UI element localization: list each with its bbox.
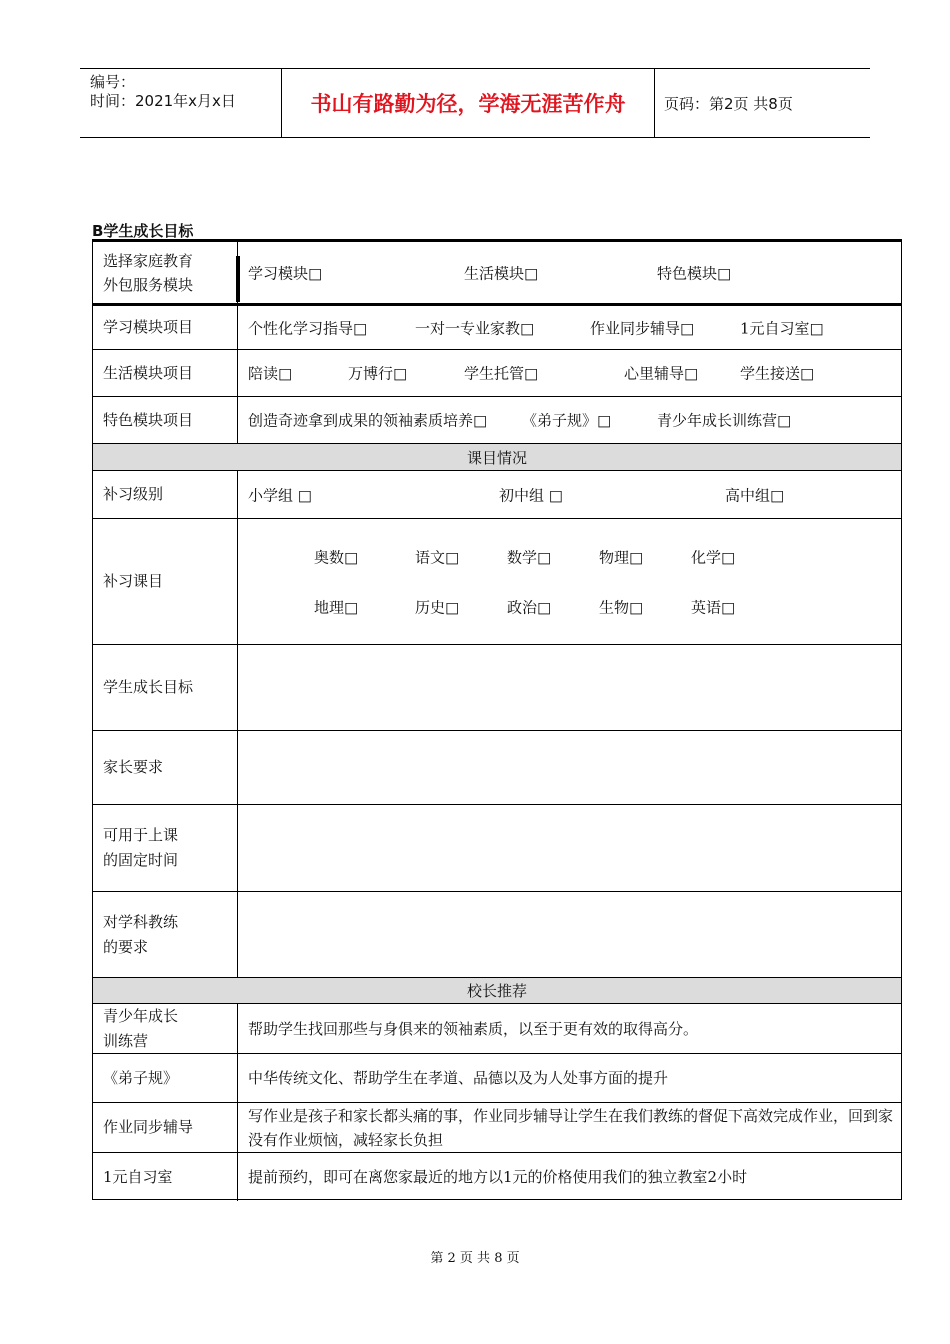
grade-option-checkbox[interactable]: 小学组 □ — [248, 486, 312, 504]
rec-dizigui-label: 《弟子规》 — [93, 1054, 238, 1102]
subject-checkbox[interactable]: 奥数□ — [314, 548, 359, 567]
grade-option-checkbox[interactable]: 初中组 □ — [499, 486, 563, 504]
time-label: 时间：2021年x月x日 — [90, 92, 236, 110]
rec-homework-text: 写作业是孩子和家长都头痛的事，作业同步辅导让学生在我们教练的督促下高效完成作业，回到家没有作业烦恼，减轻家长负担 — [248, 1106, 894, 1149]
subject-checkbox[interactable]: 生物□ — [599, 598, 644, 617]
header-meta — [80, 69, 280, 137]
recommend-band: 校长推荐 — [93, 978, 901, 1004]
study-items-label: 学习模块项目 — [93, 306, 238, 349]
parent-req-label: 家长要求 — [93, 731, 238, 804]
page-footer: 第 2 页 共 8 页 — [430, 1251, 520, 1266]
parent-req-field[interactable] — [238, 731, 901, 804]
fixed-time-label: 可用于上课 的固定时间 — [93, 805, 238, 891]
row-rec-camp — [93, 1004, 901, 1054]
study-option-checkbox[interactable]: 一对一专业家教□ — [415, 319, 535, 337]
module-special-checkbox[interactable]: 特色模块□ — [657, 264, 732, 282]
subject-checkbox[interactable]: 政治□ — [507, 598, 552, 617]
life-option-checkbox[interactable]: 陪读□ — [248, 364, 293, 383]
special-option-checkbox[interactable]: 青少年成长训练营□ — [657, 411, 792, 430]
row-rec-homework — [93, 1103, 901, 1153]
motto: 书山有路勤为径，学海无涯苦作舟 — [281, 69, 655, 137]
row-subjects — [93, 519, 901, 645]
rec-homework-label: 作业同步辅导 — [93, 1103, 238, 1152]
coach-req-field[interactable] — [238, 892, 901, 977]
row-rec-studyroom — [93, 1153, 901, 1201]
grade-option-checkbox[interactable]: 高中组□ — [725, 486, 785, 504]
study-option-checkbox[interactable]: 个性化学习指导□ — [248, 319, 368, 337]
row-growth-goal — [93, 645, 901, 731]
study-option-checkbox[interactable]: 1元自习室□ — [740, 319, 824, 337]
subject-checkbox[interactable]: 历史□ — [415, 598, 460, 617]
growth-goal-label: 学生成长目标 — [93, 645, 238, 730]
life-option-checkbox[interactable]: 学生托管□ — [464, 364, 539, 383]
rec-studyroom-label: 1元自习室 — [93, 1153, 238, 1201]
row-module-select — [93, 242, 901, 306]
study-items-options — [238, 306, 901, 349]
special-option-checkbox[interactable]: 创造奇迹拿到成果的领袖素质培养□ — [248, 411, 488, 430]
module-study-checkbox[interactable]: 学习模块□ — [248, 264, 323, 282]
row-study-items — [93, 306, 901, 350]
row-grade — [93, 471, 901, 519]
growth-form-table — [92, 239, 902, 1200]
study-option-checkbox[interactable]: 作业同步辅导□ — [590, 319, 695, 337]
row-special-items — [93, 397, 901, 444]
subjects-options — [238, 519, 901, 644]
special-items-options — [238, 397, 901, 443]
subject-checkbox[interactable]: 化学□ — [691, 548, 736, 567]
life-items-label: 生活模块项目 — [93, 350, 238, 396]
row-life-items — [93, 350, 901, 397]
row-rec-dizigui — [93, 1054, 901, 1103]
section-title: B学生成长目标 — [92, 222, 194, 240]
rec-studyroom-text: 提前预约，即可在离您家最近的地方以1元的价格使用我们的独立教室2小时 — [248, 1168, 748, 1186]
course-band: 课目情况 — [93, 444, 901, 471]
subject-checkbox[interactable]: 地理□ — [314, 598, 359, 617]
subject-checkbox[interactable]: 数学□ — [507, 548, 552, 567]
module-select-label: 选择家庭教育 外包服务模块 — [93, 242, 238, 303]
subject-checkbox[interactable]: 物理□ — [599, 548, 644, 567]
rec-camp-text: 帮助学生找回那些与身俱来的领袖素质，以至于更有效的取得高分。 — [248, 1019, 699, 1038]
growth-goal-field[interactable] — [238, 645, 901, 730]
life-items-options — [238, 350, 901, 396]
row-coach-req — [93, 892, 901, 978]
life-option-checkbox[interactable]: 心里辅导□ — [624, 364, 699, 383]
module-select-options — [238, 242, 901, 303]
page-header — [80, 68, 870, 138]
module-life-checkbox[interactable]: 生活模块□ — [464, 264, 539, 282]
grade-label: 补习级别 — [93, 471, 238, 518]
serial-label: 编号： — [90, 73, 136, 91]
page-number-label: 页码：第2页 共8页 — [664, 94, 793, 113]
special-option-checkbox[interactable]: 《弟子规》□ — [522, 411, 612, 430]
rec-dizigui-text: 中华传统文化、帮助学生在孝道、品德以及为人处事方面的提升 — [248, 1069, 669, 1087]
grade-options — [238, 471, 901, 518]
subjects-label: 补习课目 — [93, 519, 238, 644]
rec-camp-label: 青少年成长 训练营 — [93, 1004, 238, 1053]
coach-req-label: 对学科教练 的要求 — [93, 892, 238, 977]
special-items-label: 特色模块项目 — [93, 397, 238, 443]
row-parent-req — [93, 731, 901, 805]
fixed-time-field[interactable] — [238, 805, 901, 891]
row-fixed-time — [93, 805, 901, 892]
subject-checkbox[interactable]: 英语□ — [691, 598, 736, 617]
life-option-checkbox[interactable]: 学生接送□ — [740, 364, 815, 383]
life-option-checkbox[interactable]: 万博行□ — [348, 364, 408, 383]
subject-checkbox[interactable]: 语文□ — [415, 548, 460, 567]
